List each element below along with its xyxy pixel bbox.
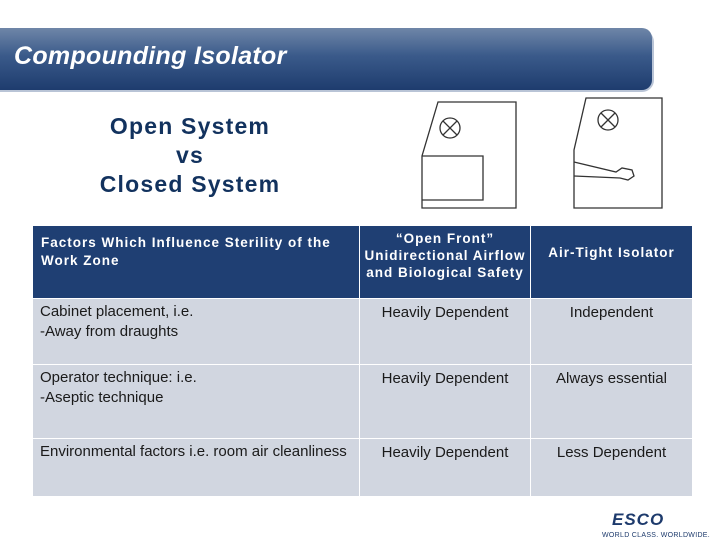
factor-cell	[33, 365, 360, 439]
cabinet-diagram	[408, 96, 678, 216]
subtitle-line-1: Open System	[109, 113, 271, 139]
header-air-tight-isolator: Air-Tight Isolator	[531, 226, 693, 299]
table-header-row	[33, 226, 693, 299]
table-row	[33, 299, 693, 365]
esco-logo	[596, 510, 711, 544]
factor-cell	[33, 299, 360, 365]
header-factors: Factors Which Influence Sterility of the Work Zone	[33, 226, 360, 299]
factor-detail: -Aseptic technique	[40, 389, 164, 406]
open-front-value: Heavily Dependent	[360, 299, 531, 365]
table-row	[33, 365, 693, 439]
open-front-cabinet-diagram	[422, 102, 516, 208]
isolator-value: Always essential	[531, 365, 693, 439]
logo-tagline: WORLD CLASS. WORLDWIDE.	[602, 532, 711, 539]
comparison-table	[32, 225, 693, 497]
factor-cell	[33, 439, 360, 497]
glove-icon	[574, 162, 634, 180]
table-row	[33, 439, 693, 497]
header-open-front: “Open Front” Unidirectional Airflow and Biological Safety	[360, 226, 531, 299]
open-front-value: Heavily Dependent	[360, 365, 531, 439]
logo-wordmark: ESCO	[612, 510, 665, 529]
subtitle-line-3: Closed System	[99, 171, 281, 197]
isolator-value: Less Dependent	[531, 439, 693, 497]
factor-detail: -Away from draughts	[40, 323, 179, 340]
open-front-value: Heavily Dependent	[360, 439, 531, 497]
factor-text: Operator technique: i.e.	[40, 369, 197, 386]
subtitle	[70, 112, 310, 199]
subtitle-line-2: vs	[176, 142, 204, 168]
isolator-value: Independent	[531, 299, 693, 365]
factor-text: Cabinet placement, i.e.	[40, 303, 194, 320]
slide-title: Compounding Isolator	[14, 42, 287, 70]
factor-text: Environmental factors i.e. room air cleanliness	[40, 443, 347, 460]
isolator-diagram	[574, 98, 662, 208]
